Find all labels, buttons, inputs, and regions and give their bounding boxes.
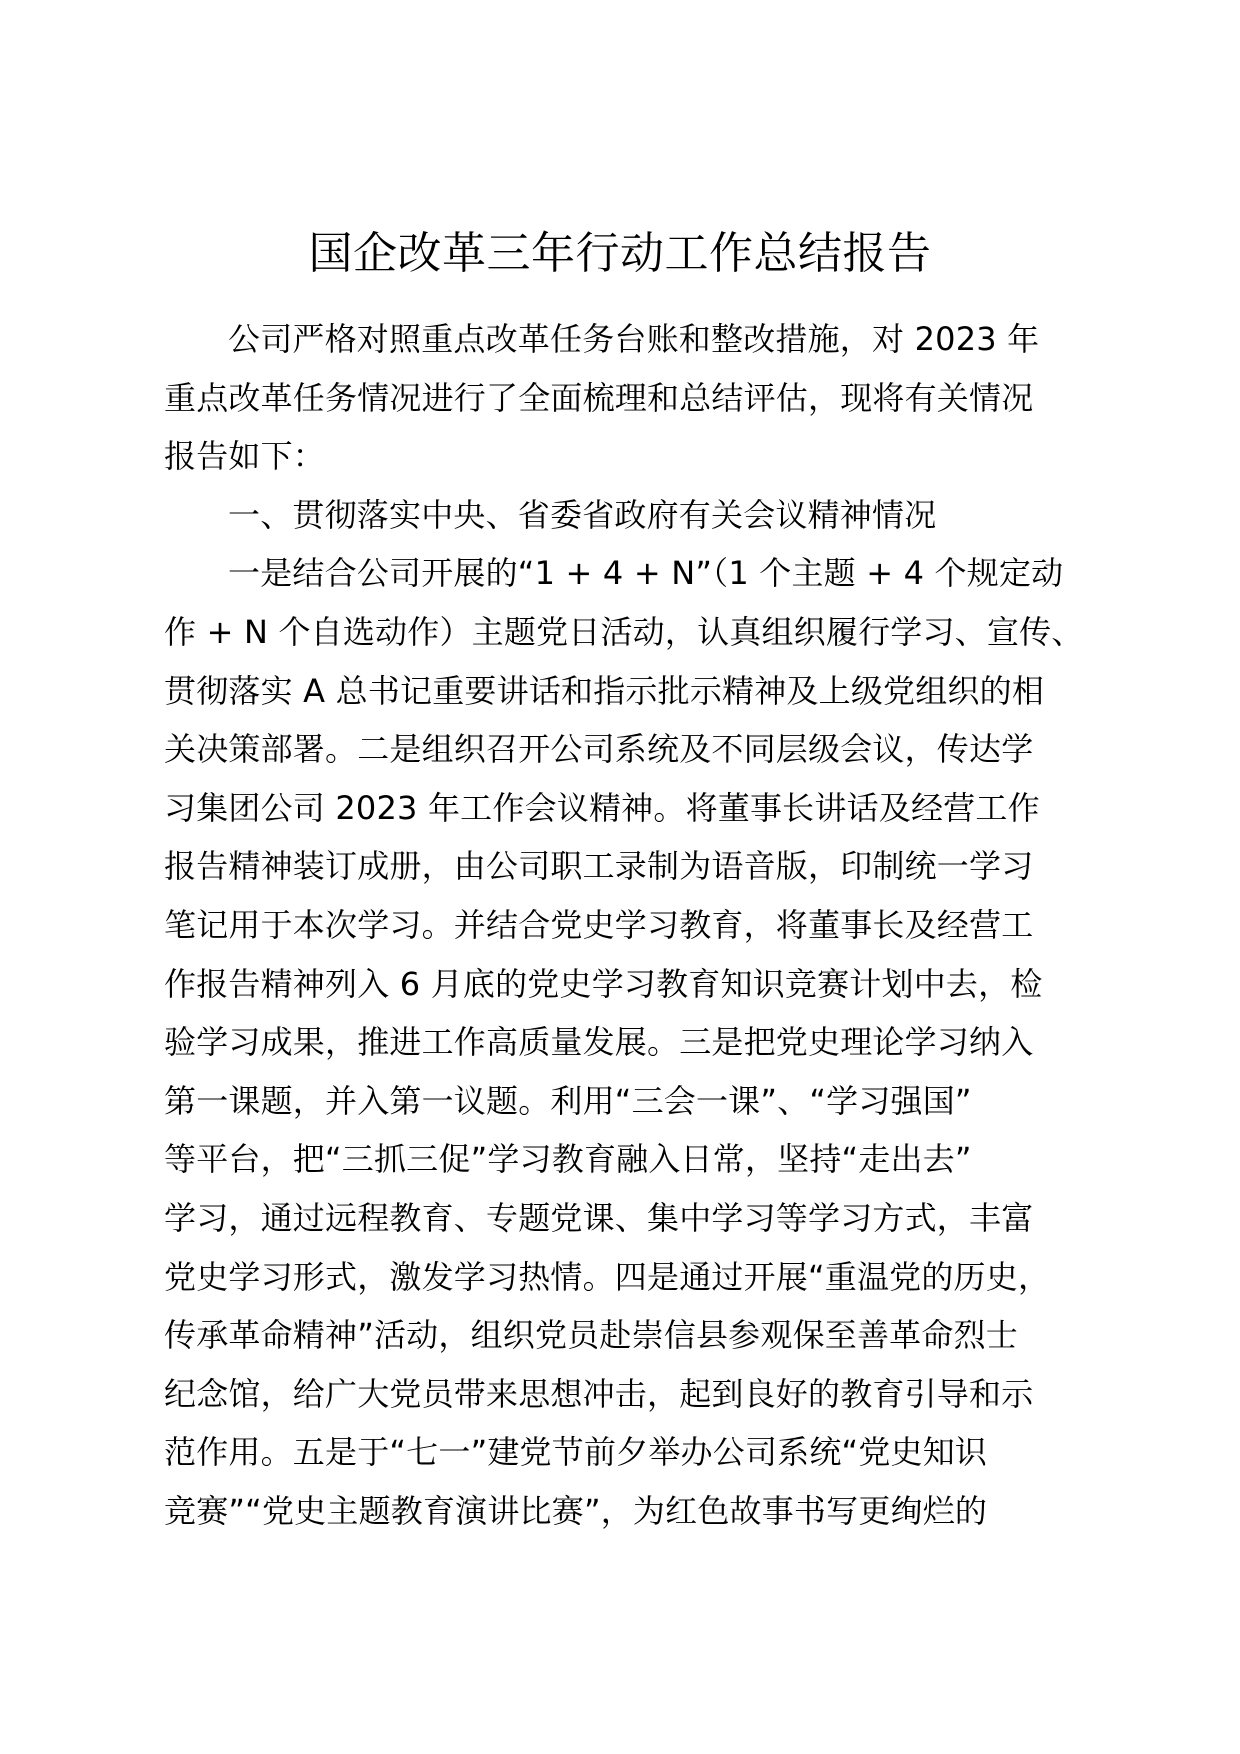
- document-title: 国企改革三年行动工作总结报告: [308, 228, 932, 279]
- body-line: 传承革命精神”活动，组织党员赴崇信县参观保至善革命烈士: [164, 1316, 1018, 1355]
- body-line: 公司严格对照重点改革任务台账和整改措施，对 2023 年: [228, 320, 1040, 358]
- body-line: 竞赛”“党史主题教育演讲比赛”，为红色故事书写更绚烂的: [164, 1491, 988, 1530]
- body-line: 关决策部署。二是组织召开公司系统及不同层级会议，传达学: [164, 730, 1034, 769]
- body-line: 第一课题，并入第一议题。利用“三会一课”、“学习强国”: [164, 1081, 972, 1120]
- body-line: 学习，通过远程教育、专题党课、集中学习等学习方式，丰富: [164, 1198, 1034, 1237]
- section-heading: 一、贯彻落实中央、省委省政府有关会议精神情况: [228, 495, 937, 534]
- body-line: 作 + N 个自选动作）主题党日活动，认真组织履行学习、宣传、: [164, 612, 1084, 651]
- body-line: 作报告精神列入 6 月底的党史学习教育知识竞赛计划中去，检: [164, 964, 1043, 1003]
- body-line: 重点改革任务情况进行了全面梳理和总结评估，现将有关情况: [164, 378, 1034, 417]
- body-line: 范作用。五是于“七一”建党节前夕举办公司系统“党史知识: [164, 1433, 988, 1472]
- body-line: 党史学习形式，激发学习热情。四是通过开展“重温党的历史，: [164, 1257, 1051, 1296]
- body-line: 笔记用于本次学习。并结合党史学习教育，将董事长及经营工: [164, 905, 1034, 944]
- body-line: 贯彻落实 A 总书记重要讲话和指示批示精神及上级党组织的相: [164, 671, 1045, 710]
- body-line: 一是结合公司开展的“1 + 4 + N”（1 个主题 + 4 个规定动: [228, 554, 1064, 593]
- body-line: 验学习成果，推进工作高质量发展。三是把党史理论学习纳入: [164, 1023, 1034, 1062]
- body-line: 习集团公司 2023 年工作会议精神。将董事长讲话及经营工作: [164, 788, 1040, 827]
- body-line: 报告精神装订成册，由公司职工录制为语音版，印制统一学习: [164, 847, 1034, 886]
- body-line: 报告如下：: [164, 437, 326, 476]
- body-line: 纪念馆，给广大党员带来思想冲击，起到良好的教育引导和示: [164, 1374, 1034, 1413]
- body-line: 等平台，把“三抓三促”学习教育融入日常，坚持“走出去”: [164, 1140, 972, 1179]
- document-body: [164, 310, 1094, 1540]
